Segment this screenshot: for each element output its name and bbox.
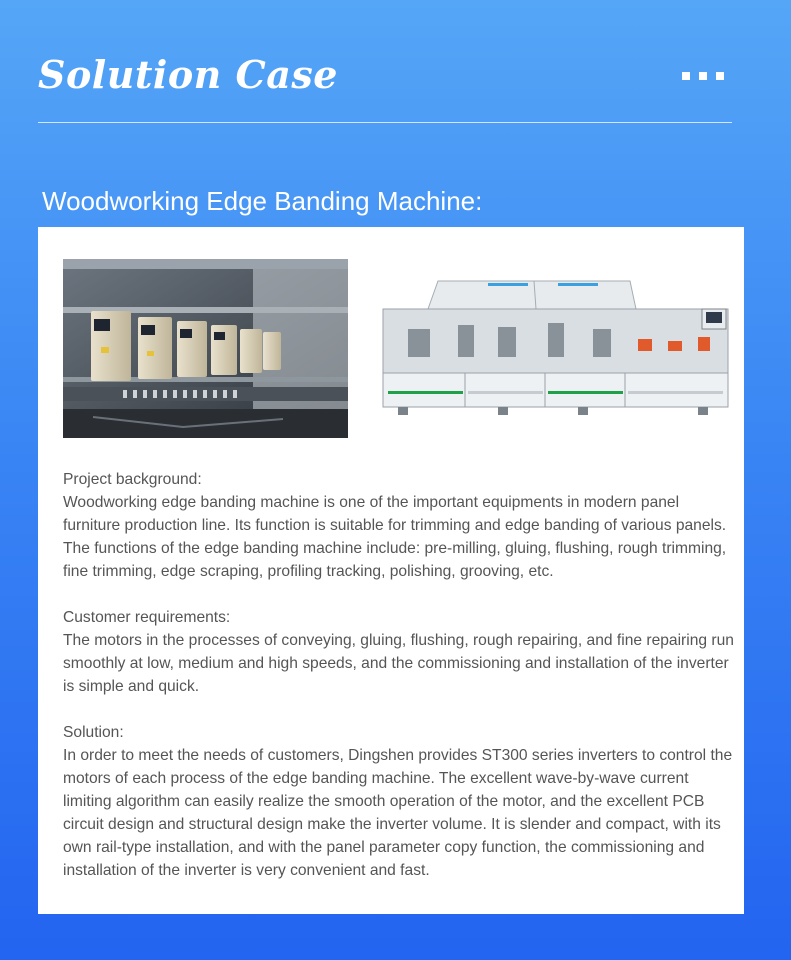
header-divider (38, 122, 732, 123)
paragraph-content: The motors in the processes of conveying, gluing, flushing, rough repairing, and fine repairing run smoothly at low, medium and high speeds, and the commissioning and installation of the inverter is simple and quick. (63, 632, 734, 695)
paragraph-customer-requirements (63, 606, 735, 698)
dot-icon (682, 72, 690, 80)
content-card (38, 227, 744, 914)
body-text (63, 468, 735, 882)
inverter-panel-photo (63, 259, 348, 438)
dot-icon (716, 72, 724, 80)
paragraph-content: Woodworking edge banding machine is one of the important equipments in modern panel furniture production line. Its function is suitable for trimming and edge banding of various panels. The functions of the edge banding machine include: pre-milling, gluing, flushing, rough trimming, fine trimming, edge scraping, profiling tracking, polishing, grooving, etc. (63, 494, 727, 580)
paragraph-label: Project background: (63, 471, 202, 488)
paragraph-label: Customer requirements: (63, 609, 231, 626)
paragraph-label: Solution: (63, 724, 124, 741)
paragraph-project-background (63, 468, 735, 583)
paragraph-solution (63, 721, 735, 882)
menu-dots-icon[interactable] (682, 72, 724, 80)
page-title: Solution Case (38, 52, 338, 97)
paragraph-content: In order to meet the needs of customers, Dingshen provides ST300 series inverters to control the motors of each process of the edge banding machine. The excellent wave-by-wave current limiting algorithm can easily realize the smooth operation of the motor, and the excellent PCB circuit design and structural design make the inverter volume. It is slender and compact, with its own rail-type installation, and with the panel parameter copy function, the commissioning and installation of the inverter is very convenient and fast. (63, 747, 733, 879)
edge-banding-machine-photo (368, 279, 740, 427)
section-heading: Woodworking Edge Banding Machine: (42, 186, 483, 216)
dot-icon (699, 72, 707, 80)
